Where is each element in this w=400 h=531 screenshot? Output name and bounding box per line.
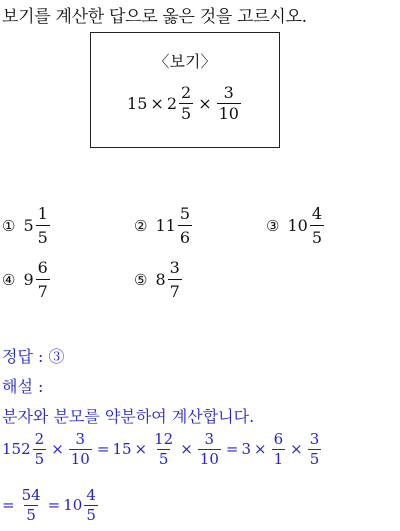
numerator: 54 (21, 486, 41, 504)
answer-value: ③ (48, 347, 65, 366)
choice-whole: 5 (23, 216, 34, 235)
mixed-whole: 10 (63, 496, 83, 514)
choice-2[interactable] (134, 204, 194, 247)
choice-5[interactable] (134, 258, 184, 301)
choice-fraction (168, 258, 182, 301)
question-text: 보기를 계산한 답으로 옳은 것을 고르시오. (2, 7, 307, 27)
times-sign: × (180, 440, 193, 458)
fraction (152, 432, 175, 467)
denominator: 1 (273, 450, 284, 468)
fraction (198, 432, 221, 467)
numerator: 6 (273, 430, 284, 448)
calc-term: 15 (112, 440, 132, 458)
choice-mark: ④ (2, 270, 16, 289)
denominator: 5 (181, 104, 192, 123)
choice-whole: 11 (155, 216, 176, 235)
numerator: 3 (309, 430, 320, 448)
choice-whole: 9 (23, 270, 34, 289)
expr-term: 15 (127, 93, 148, 113)
fraction (33, 432, 47, 467)
choice-mark: ③ (266, 216, 280, 235)
choice-fraction (36, 204, 50, 247)
choice-fraction (310, 204, 324, 247)
fraction (179, 85, 193, 122)
denominator: 6 (178, 225, 192, 247)
equals-sign: = (2, 496, 15, 514)
numerator: 3 (169, 258, 180, 277)
choice-fraction (178, 204, 192, 247)
choice-whole: 8 (155, 270, 166, 289)
fraction (272, 432, 286, 467)
example-expression (91, 85, 279, 122)
choice-mark: ① (2, 216, 16, 235)
explanation-text: 분자와 분모를 약분하여 계산합니다. (2, 407, 255, 426)
choice-mark: ② (134, 216, 148, 235)
fraction (308, 432, 322, 467)
choice-fraction (36, 258, 50, 301)
denominator: 7 (36, 279, 50, 301)
numerator: 3 (204, 430, 215, 448)
numerator: 6 (37, 258, 48, 277)
choice-mark: ⑤ (134, 270, 148, 289)
denominator: 10 (70, 450, 90, 468)
denominator: 10 (199, 450, 219, 468)
numerator: 3 (223, 83, 234, 102)
choice-1[interactable] (2, 204, 52, 247)
choice-whole: 10 (287, 216, 308, 235)
times-sign: × (51, 440, 64, 458)
denominator: 5 (34, 450, 45, 468)
denominator: 5 (86, 506, 96, 524)
calculation-line-1 (2, 432, 323, 467)
numerator: 3 (75, 430, 86, 448)
fraction (217, 85, 241, 122)
denominator: 10 (218, 104, 239, 123)
answer-line (2, 344, 65, 367)
calc-term: 15 (2, 440, 22, 458)
numerator: 4 (86, 486, 96, 504)
choice-4[interactable] (2, 258, 52, 301)
numerator: 2 (34, 430, 45, 448)
example-box (90, 32, 280, 148)
example-box-title: 〈보기〉 (153, 52, 217, 71)
equals-sign: = (96, 440, 110, 458)
denominator: 5 (309, 450, 320, 468)
equals-sign: = (47, 496, 61, 514)
times-sign: × (198, 93, 212, 113)
denominator: 5 (310, 225, 324, 247)
fraction (84, 488, 98, 523)
numerator: 1 (37, 204, 48, 223)
explanation-label: 해설 : (2, 377, 44, 396)
answer-label: 정답 : (2, 347, 49, 366)
calculation-line-2 (2, 488, 100, 523)
numerator: 2 (181, 83, 192, 102)
denominator: 5 (26, 506, 36, 524)
fraction (69, 432, 92, 467)
times-sign: × (254, 440, 267, 458)
numerator: 12 (154, 430, 174, 448)
mixed-whole: 2 (166, 93, 177, 113)
choice-3[interactable] (266, 204, 326, 247)
fraction (20, 488, 43, 523)
denominator: 5 (36, 225, 50, 247)
numerator: 4 (311, 204, 322, 223)
times-sign: × (134, 440, 148, 458)
denominator: 7 (168, 279, 182, 301)
numerator: 5 (179, 204, 190, 223)
times-sign: × (150, 93, 164, 113)
equals-sign: = (225, 440, 239, 458)
times-sign: × (290, 440, 303, 458)
denominator: 5 (158, 450, 169, 468)
calc-term: 3 (241, 440, 251, 458)
mixed-whole: 2 (21, 440, 31, 458)
